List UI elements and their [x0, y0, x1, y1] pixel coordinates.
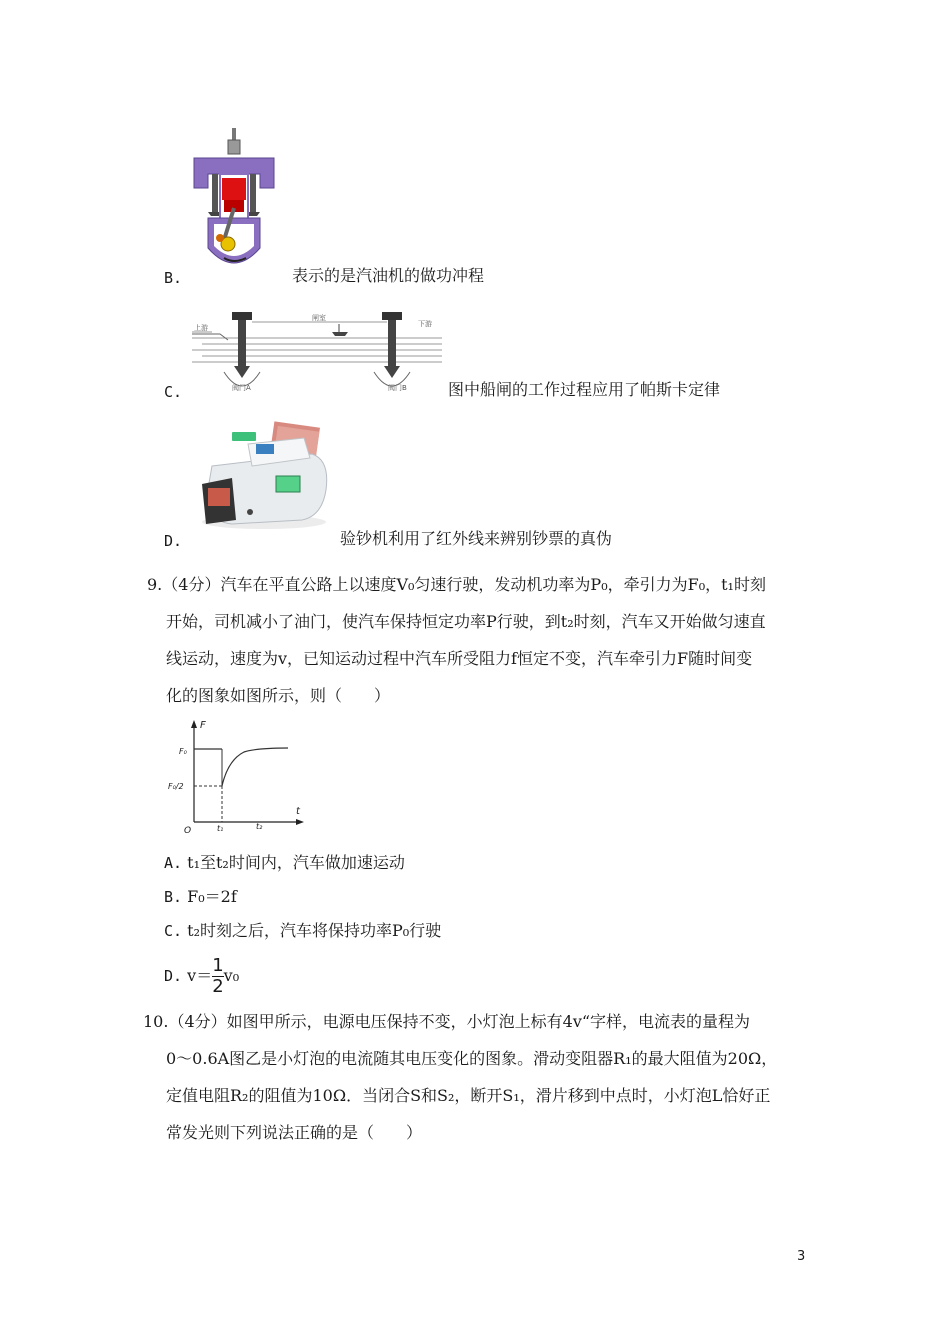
q9-option-a-text: t₁至t₂时间内，汽车做加速运动 — [187, 853, 405, 872]
valve-a-label: 阀门A — [232, 384, 251, 392]
graph-x-tick-t1: t₁ — [217, 824, 224, 833]
lock-upstream-label: 上游 — [194, 324, 208, 332]
q9-option-d-post: v₀ — [223, 966, 240, 985]
q9-option-c — [164, 921, 441, 941]
q10-score: （4分） — [168, 1012, 227, 1031]
q9-number: 9. — [147, 575, 163, 594]
ship-lock-diagram — [192, 310, 442, 394]
option-c-q8-text: 图中船闸的工作过程应用了帕斯卡定律 — [448, 380, 721, 399]
valve-b-label: 阀门B — [388, 384, 407, 392]
q9-option-a — [164, 853, 405, 873]
q10-number: 10. — [143, 1012, 169, 1031]
q9-first-line — [147, 575, 766, 595]
q9-score: （4分） — [162, 575, 221, 594]
graph-y-label: F — [200, 720, 206, 731]
q9-line-4: 化的图象如图所示，则（ ） — [166, 686, 391, 705]
q10-line-3: 定值电阻R₂的阻值为10Ω．当闭合S和S₂，断开S₁，滑片移到中点时，小灯泡L恰好正 — [166, 1086, 771, 1105]
graph-y-tick-f0-half: F₀/2 — [168, 782, 184, 791]
q9-line-1: 汽车在平直公路上以速度V₀匀速行驶，发动机功率为P₀，牵引力为F₀，t₁时刻 — [220, 575, 766, 594]
graph-origin-label: O — [184, 826, 192, 836]
q9-option-d-fraction — [212, 957, 223, 996]
graph-y-tick-f0: F₀ — [179, 747, 187, 756]
option-d-q8-letter: D. — [164, 532, 183, 550]
q9-option-b-text: F₀＝2f — [187, 887, 237, 906]
q9-line-3: 线运动，速度为v，已知运动过程中汽车所受阻力f恒定不变，汽车牵引力F随时间变 — [166, 649, 753, 668]
q10-line-4: 常发光则下列说法正确的是（ ） — [166, 1123, 423, 1142]
q9-line-2: 开始，司机减小了油门，使汽车保持恒定功率P行驶，到t₂时刻，汽车又开始做匀速直 — [166, 612, 766, 631]
q9-option-b — [164, 887, 237, 907]
graph-x-tick-t2: t₂ — [256, 822, 263, 831]
q9-option-d-pre: v＝ — [187, 966, 213, 985]
lock-chamber-label: 闸室 — [312, 314, 326, 322]
option-c-q8-letter: C. — [164, 383, 183, 401]
force-time-graph — [160, 714, 310, 838]
q9-option-d — [164, 954, 239, 998]
q9-option-c-letter: C. — [164, 922, 183, 940]
fraction-denominator: 2 — [212, 976, 224, 997]
page-number: 3 — [797, 1249, 806, 1264]
q10-line-2: 0～0.6A图乙是小灯泡的电流随其电压变化的图象。滑动变阻器R₁的最大阻值为20Ω， — [166, 1049, 778, 1068]
q10-first-line — [143, 1012, 750, 1032]
option-b-q8-letter: B. — [164, 269, 183, 287]
graph-x-label: t — [296, 806, 300, 817]
lock-downstream-label: 下游 — [418, 320, 432, 328]
fraction-numerator: 1 — [212, 955, 224, 976]
option-b-q8-text: 表示的是汽油机的做功冲程 — [292, 266, 485, 285]
q9-option-b-letter: B. — [164, 888, 183, 906]
money-counter-image — [192, 420, 332, 532]
q9-option-d-letter: D. — [164, 967, 183, 985]
engine-diagram — [190, 128, 278, 274]
q10-line-1: 如图甲所示，电源电压保持不变，小灯泡上标有4v“字样，电流表的量程为 — [226, 1012, 751, 1031]
q9-option-c-text: t₂时刻之后，汽车将保持功率P₀行驶 — [187, 921, 442, 940]
graph-curve-recovery — [222, 748, 288, 786]
q9-option-a-letter: A. — [164, 854, 183, 872]
option-d-q8-text: 验钞机利用了红外线来辨别钞票的真伪 — [340, 529, 613, 548]
